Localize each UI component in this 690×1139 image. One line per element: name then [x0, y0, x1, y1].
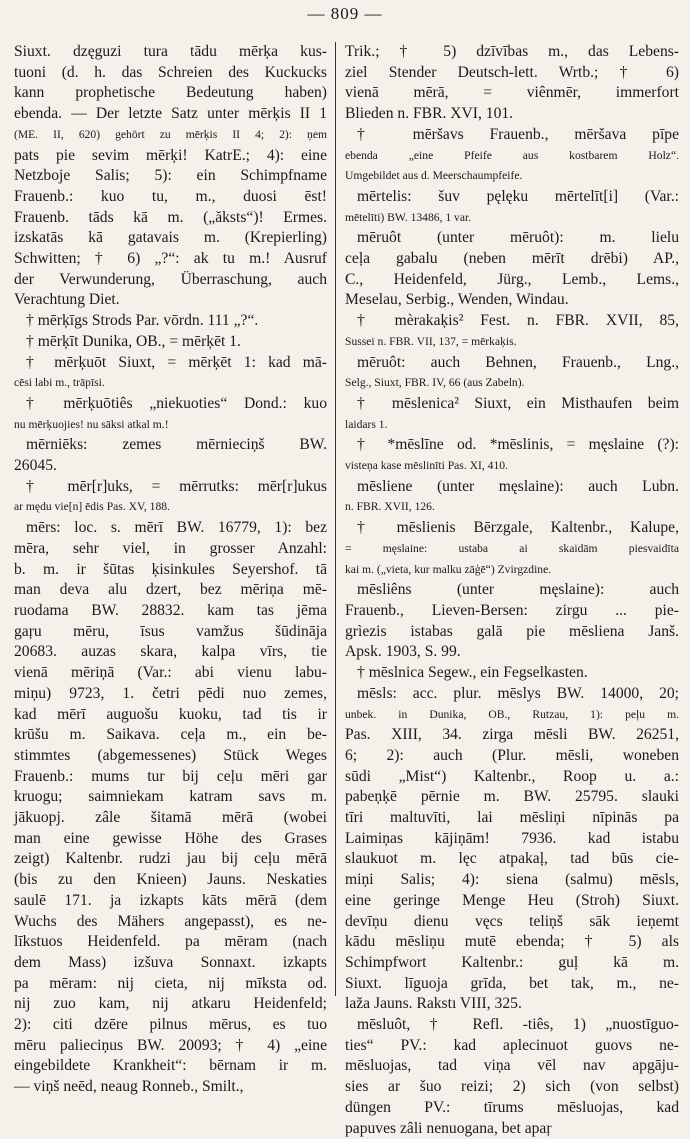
- text-line: Frauenb.: kuo tu, m., duosi ēst!: [14, 187, 327, 205]
- text-line: eine geringe Menge Heu (Stroh) Siuxt.: [345, 891, 679, 909]
- text-line: Schimpfwort Kaltenbr.: guļ kā m.: [345, 953, 679, 971]
- column-divider: [335, 42, 336, 996]
- text-line: kādu mēsliņu mutē ebenda; † 5) als: [345, 933, 679, 951]
- text-line: † *mēslīne od. *mēslinis, = męslaine (?):: [357, 436, 679, 454]
- text-line: Blieden n. FBR. XVI, 101.: [345, 105, 514, 123]
- text-line: mēsluôt, † Refl. -tiês, 1) „nuostīguo-: [357, 1016, 679, 1034]
- text-line: slaukuot m. lęc atpakaļ, tad būs cie-: [345, 850, 679, 868]
- text-line: Meselau, Serbig., Wenden, Windau.: [345, 291, 569, 309]
- text-line: † mērķuōt Siuxt, = mērķēt 1: kad mā-: [26, 353, 327, 371]
- page-number: — 809 —: [307, 4, 383, 23]
- text-line: mēsls: acc. plur. mēslys BW. 14000, 20;: [357, 684, 679, 702]
- text-line: tīri maltuvīti, lai mēsliņi nīpinās pa: [345, 809, 679, 827]
- text-line: mēsliene (unter męslaine): auch Lubn.: [357, 477, 679, 495]
- text-line: 6; 2): auch (Plur. mēsli, woneben: [345, 746, 679, 764]
- text-line: ebenda. — Der letzte Satz unter mērķis II 1: [14, 105, 327, 123]
- text-line: ruodama BW. 28832. kam tas jēma: [14, 601, 327, 619]
- text-line: mēruôt (unter mēruôt): m. lielu: [357, 229, 679, 247]
- text-line: Frauenb.: mums tur bij ceļu mēri gar: [14, 767, 327, 785]
- text-line: 20683. auzas skara, kalpa vīrs, tie: [14, 643, 327, 661]
- text-line: man deva alu dzert, bez mēriņa mē-: [14, 581, 327, 599]
- text-line: sies ar šuo reizi; 2) sich (von selbst): [345, 1078, 679, 1096]
- text-line: sūdi „Mist“) Kaltenbr., Roop u. a.:: [345, 767, 679, 785]
- text-line: Netzboje Salis; 5): ein Schimpfname: [14, 167, 327, 185]
- text-line: kad mērī auguošu kuoku, tad tis ir: [14, 705, 327, 723]
- text-line: mēru palieciņus BW. 20093; † 4) „eine: [14, 1036, 327, 1054]
- text-line: Schwitten; † 6) „?“: ak tu m.! Ausruf: [14, 250, 327, 268]
- text-line: Frauenb., Lieven-Bersen: zirgu ... pie-: [345, 601, 679, 619]
- text-line: Trik.; † 5) dzīvības m., das Lebens-: [345, 43, 679, 60]
- text-line: Selg., Siuxt, FBR. IV, 66 (aus Zabeln).: [345, 376, 525, 390]
- text-line: mērs: loc. s. mērī BW. 16779, 1): bez: [26, 519, 327, 537]
- text-line: cēsi labi m., trāpīsi.: [14, 376, 105, 390]
- text-line: † mērķīgs Strods Par. vōrdn. 111 „?“.: [26, 312, 259, 330]
- text-line: miņi Salis; 4): siena (salmu) mēsls,: [345, 871, 679, 889]
- text-line: Umgebildet aus d. Meerschaumpfeife.: [345, 169, 523, 183]
- text-line: mēsluojas, tad viņa vēl nav apgāju-: [345, 1057, 679, 1075]
- text-line: izskatās kā gatavais m. (Krepierling): [14, 229, 327, 247]
- text-line: unbek. in Dunika, OB., Rutzau, 1): peļu m.: [345, 707, 679, 721]
- text-line: devīņu dienu vęcs teliņš sāk ieņemt: [345, 912, 679, 930]
- text-line: Verachtung Diet.: [14, 291, 120, 309]
- text-line: ebenda „eine Pfeife aus kostbarem Holz“.: [345, 148, 679, 162]
- text-line: eingebildete Krankheit“: bērnam ir m.: [14, 1057, 327, 1075]
- text-line: nij zuo kam, nij atkaru Heidenfeld;: [14, 995, 327, 1013]
- left-column: [14, 42, 327, 1096]
- text-line: dem Mass) izšuva Sonnaxt. izkapts: [14, 953, 327, 971]
- text-line: Frauenb. tāds kā m. („ăksts“)! Ermes.: [14, 208, 327, 226]
- text-line: tuoni (d. h. das Schreien des Kuckucks: [14, 63, 327, 81]
- text-line: kai m. („vieta, kur malku zāģē“) Zvirgzdine.: [345, 562, 552, 576]
- text-line: Wuchs des Mähers angepasst), es ne-: [14, 912, 327, 930]
- text-line: ties“ PV.: kad aplecinuot guovs ne-: [345, 1036, 679, 1054]
- text-line: man eine gewisse Höhe des Grases: [14, 829, 327, 847]
- text-line: nu mērķuojies! nu sāksi atkal m.!: [14, 417, 169, 431]
- text-line: kruogu; saimniekam katram savs m.: [14, 788, 327, 806]
- text-line: † mērķīt Dunika, OB., = mērķēt 1.: [26, 332, 241, 350]
- text-line: — viņš neēd, neaug Ronneb., Smilt.,: [14, 1078, 244, 1096]
- text-line: ar mędu vie[n] ēdis Pas. XV, 188.: [14, 500, 170, 514]
- text-line: (bis zu den Knieen) Jauns. Neskaties: [14, 871, 327, 889]
- text-line: zeigt) Kaltenbr. rudzi jau bij ceļu mērā: [14, 850, 327, 868]
- text-line: † mēslenica² Siuxt, ein Misthaufen beim: [357, 394, 679, 412]
- text-line: miņu) 9723, 1. četri pēdi nuo zemes,: [14, 684, 327, 702]
- text-line: der Verwunderung, Überraschung, auch: [14, 270, 327, 288]
- text-line: † mēr[r]uks, = mērrutks: mēr[r]ukus: [26, 477, 327, 495]
- text-line: pats pie sevim mērķi! KatrE.; 4): eine: [14, 146, 327, 164]
- text-line: mēsliêns (unter męslaine): auch: [357, 581, 679, 599]
- text-line: mēruôt: auch Behnen, Frauenb., Lng.,: [357, 353, 679, 371]
- text-line: saulē 171. ja izkapts kāts mērā (dem: [14, 891, 327, 909]
- text-line: stimmtes (abgemessenes) Stück Weges: [14, 746, 327, 764]
- text-line: Apsk. 1903, S. 99.: [345, 643, 461, 661]
- text-line: n. FBR. XVII, 126.: [345, 500, 435, 514]
- text-line: laidars 1.: [345, 417, 388, 431]
- text-line: ceļa gabalu (neben mērīt drēbi) AP.,: [345, 250, 679, 268]
- text-line: līkstuos Heidenfeld. pa mēram (nach: [14, 933, 327, 951]
- text-line: grìezis istabas galā pie mēsliena Janš.: [345, 622, 679, 640]
- text-line: Pas. XIII, 34. zirga mēsli BW. 26251,: [345, 726, 679, 744]
- text-line: jākuopj. zâle šitamā mērā (wobei: [14, 809, 327, 827]
- text-line: † mēslienis Bērzgale, Kaltenbr., Kalupe,: [357, 519, 679, 537]
- text-line: vienā mērā, = viênmēr, immerfort: [345, 84, 679, 102]
- text-line: (ME. II, 620) gehört zu mērķis II 4; 2): ņem: [14, 127, 327, 141]
- text-line: † mēslnica Segew., ein Fegselkasten.: [357, 664, 588, 682]
- text-line: ziel Stender Deutsch-lett. Wrtb.; † 6): [345, 63, 679, 81]
- text-line: † mērķuōtiês „niekuoties“ Dond.: kuo: [26, 394, 327, 412]
- text-line: mēra, sehr viel, in grosser Anzahl:: [14, 539, 327, 557]
- text-line: düngen PV.: tīrums mēsluojas, kad: [345, 1098, 679, 1116]
- text-line: krūšu m. Saikava. ceļa m., ein be-: [14, 726, 327, 744]
- text-line: C., Heidenfeld, Jürg., Lemb., Lems.,: [345, 270, 679, 288]
- text-line: mētelīti) BW. 13486, 1 var.: [345, 210, 472, 224]
- text-line: kann prophetische Bedeutung haben): [14, 84, 327, 102]
- text-line: laža Jauns. Rakstı VIII, 325.: [345, 995, 522, 1013]
- text-line: 2): citi dzēre pilnus mērus, es tuo: [14, 1016, 327, 1034]
- text-line: vienā mēriņā (Var.: abi vienu labu-: [14, 664, 327, 682]
- text-line: b. m. ir šūtas ķisinkules Seyershof. tā: [14, 560, 327, 578]
- text-line: papuves zâli nenuogana, bet apaŗ: [345, 1119, 552, 1137]
- text-line: mērniēks: zemes mērnieciņš BW.: [26, 436, 327, 454]
- text-line: Sussei n. FBR. VII, 137, = mērkaķis.: [345, 334, 517, 348]
- text-line: Laimiņas kājiņām! 7936. kad istabu: [345, 829, 679, 847]
- text-line: pa mēram: nij cieta, nij mīksta od.: [14, 974, 327, 992]
- text-line: pabeņķē pērnie m. BW. 25795. slauki: [345, 788, 679, 806]
- right-column: [345, 42, 679, 1137]
- text-line: mērtelis: šuv pęlęku mērtelīt[i] (Var.:: [357, 187, 679, 205]
- text-line: gaŗu mēru, īsus vamžus šūdināja: [14, 622, 327, 640]
- text-line: 26045.: [14, 457, 57, 475]
- text-line: Siuxt. dzęguzi tura tādu mērķa kus-: [14, 43, 327, 60]
- text-line: visteņa kase mēslinīti Pas. XI, 410.: [345, 459, 508, 473]
- text-line: † mēršavs Frauenb., mēršava pīpe: [357, 125, 679, 143]
- text-line: = męslaine: ustaba ai skaidām piesvaidīta: [345, 541, 679, 555]
- text-line: † mèrakaķis² Fest. n. FBR. XVII, 85,: [357, 312, 679, 330]
- text-line: Siuxt. līguoja grīda, bet tak, m., ne-: [345, 974, 679, 992]
